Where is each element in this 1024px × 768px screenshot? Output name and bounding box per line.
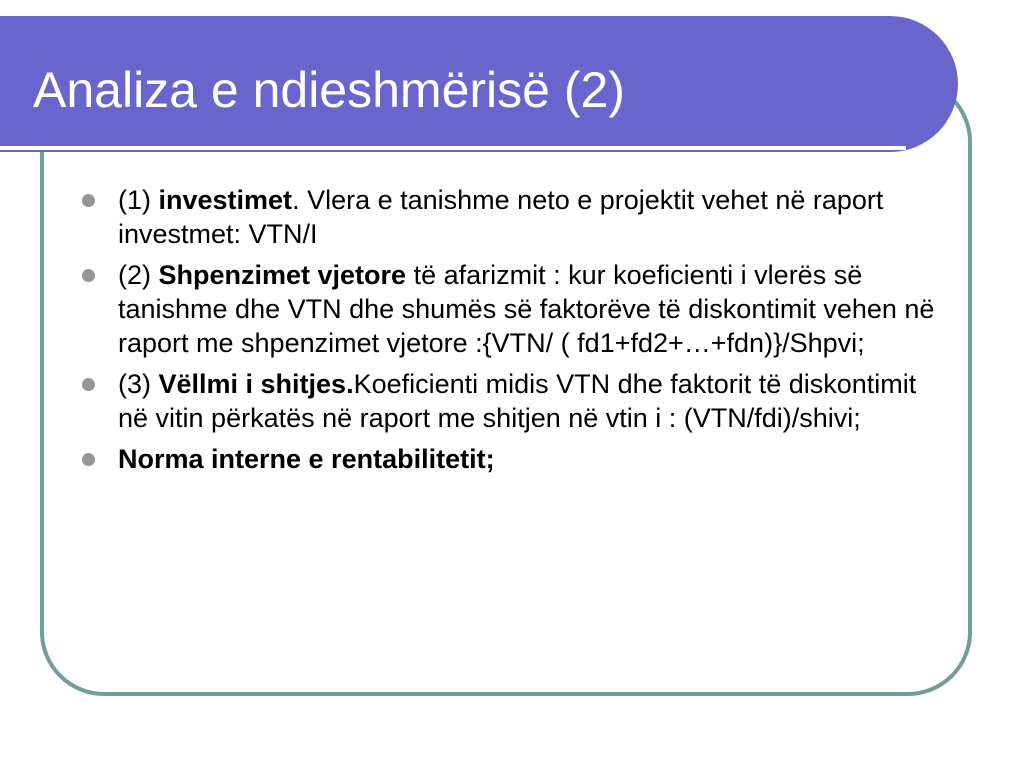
bullet-bold-term: investimet: [158, 185, 293, 215]
bullet-text: Koeficienti midis VTN dhe faktorit të diskontimit në vitin përkatës në raport me shitjen në vtin i : (VTN/fdi)/shivi;: [118, 369, 917, 433]
bullet-dot-icon: [82, 453, 95, 466]
bullet-bold-term: Vëllmi i shitjes.: [158, 369, 354, 399]
bullet-bold-term: Norma interne e rentabilitetit;: [118, 444, 495, 474]
bullet-dot-icon: [82, 194, 95, 207]
bullet-dot-icon: [82, 269, 95, 282]
bullet-item-vellmi: [118, 367, 948, 435]
bullet-item-norma: [118, 442, 948, 476]
bullet-text: të afarizmit : kur koeficienti i vlerës së tanishme dhe VTN dhe shumës së faktorëve të diskontimit vehen në raport me shpenzimet vjetore :{VTN/ ( fd1+fd2+…+fdn)}/Shpvi;: [118, 260, 935, 358]
bullet-item-shpenzimet: [118, 258, 948, 360]
title-underline: [0, 146, 906, 150]
slide-title: Analiza e ndieshmërisë (2): [33, 62, 625, 118]
bullet-item-investimet: [118, 183, 948, 251]
title-bar: [0, 16, 958, 152]
bullet-text: . Vlera e tanishme neto e projektit vehet në raport investmet: VTN/I: [118, 185, 884, 249]
bullet-bold-term: Shpenzimet vjetore: [158, 260, 407, 290]
bullet-prefix: (1): [118, 185, 159, 215]
bullet-list: [118, 183, 948, 483]
bullet-prefix: (3): [118, 369, 159, 399]
bullet-dot-icon: [82, 378, 95, 391]
bullet-prefix: (2): [118, 260, 159, 290]
